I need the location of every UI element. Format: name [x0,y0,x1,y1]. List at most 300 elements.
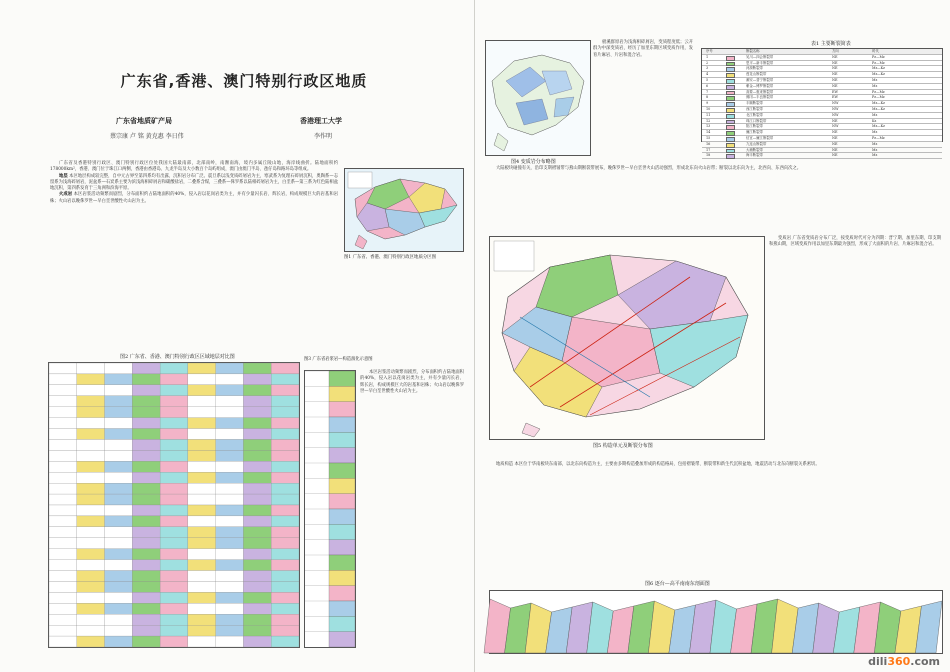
table-cell: 吴川—四会断裂带 [746,54,774,59]
evolution-band [329,570,355,585]
strat-cell [188,407,216,418]
strat-cell [105,363,133,374]
strat-cell [188,571,216,582]
table-cell: Pz—Mz [872,54,885,59]
strat-cell [49,396,77,407]
strat-cell [188,385,216,396]
strat-cell [271,636,299,647]
strat-cell [188,363,216,374]
strat-cell [243,439,271,450]
strat-cell [243,450,271,461]
table-cell: Mz—Kz [872,124,885,129]
strat-cell [132,472,160,483]
evolution-band [329,402,355,417]
strat-cell [105,560,133,571]
right-body-text-2 [487,462,941,574]
strat-cell [271,571,299,582]
strat-cell [49,483,77,494]
narrow-paragraph: 本区岩浆活动频繁而剧烈，分布面积约占陆地面积的40%，侵入岩以花岗岩类为主，并有少量闪长岩、辉长岩，构成规模巨大的岩基和岩株；火山岩以晚侏罗世—早白垩世酸性火山岩为主。 [360,370,464,394]
strat-cell [105,581,133,592]
strat-cell [132,571,160,582]
right-body-text-1 [487,166,941,226]
strat-cell [216,625,244,636]
strat-cell [105,538,133,549]
strat-cell [188,516,216,527]
table-cell: NW [832,112,839,117]
table-cell: 廉江断裂带 [746,130,763,135]
table-cell: 潮安—普宁断裂带 [746,77,774,82]
figure-3-caption: 图3 广东省岩浆岩—构造演化示意图 [304,357,373,362]
strat-cell [243,472,271,483]
strat-cell [243,483,271,494]
strata-text: 本区地层构成较完整，自中元古界至第四系均有出露，沉积岩分布广泛。震旦系以浅变质碎屑岩为主，寒武系为复理石碎屑沉积，奥陶系—志留系为浅海碎屑岩，泥盆系—石炭系主要为滨浅海相碎屑岩和碳酸盐岩，二叠系含煤，三叠系—侏罗系以陆相碎屑岩为主，白垩系—第三系为红色陆相盆地沉积，第四系发育于三角洲和滨海平原。 [50,173,339,192]
strat-cell [105,614,133,625]
strat-cell [216,571,244,582]
structural-units-map [489,236,765,440]
evolution-band [329,417,355,432]
affiliation-2: 香港理工大学 [300,117,342,125]
strat-cell [216,429,244,440]
strat-cell [188,494,216,505]
strat-cell [243,636,271,647]
strat-cell [271,549,299,560]
strat-cell [105,494,133,505]
strat-cell [271,614,299,625]
left-page [0,0,474,672]
strat-cell [271,516,299,527]
table-cell: 8 [706,95,709,100]
strat-cell [132,363,160,374]
strat-cell [271,461,299,472]
strat-cell [243,603,271,614]
strat-cell [216,363,244,374]
strat-cell [216,505,244,516]
strat-cell [77,505,105,516]
strat-cell [188,450,216,461]
table-cell: NE [832,77,838,82]
evolution-band [329,509,355,524]
table-cell: 13 [706,124,711,129]
table-cell: 西江断裂带 [746,106,763,111]
table-cell: Pz—Mz [872,95,885,100]
table-cell: 佛冈—丰良断裂带 [746,95,774,100]
strat-cell [160,581,188,592]
strat-cell [105,603,133,614]
figure-4-caption: 图4 变质岩分布略图 [511,159,556,165]
strat-cell [188,418,216,429]
strat-cell [271,472,299,483]
authors-1: 蔡宗康 卢 铭 黄克惠 李日伟 [110,133,184,140]
strat-cell [216,592,244,603]
evolution-band [329,632,355,647]
table-cell: 紫金—博罗断裂带 [746,83,774,88]
strat-cell [132,516,160,527]
strat-cell [132,625,160,636]
strat-cell [160,505,188,516]
strat-cell [271,396,299,407]
evolution-band [329,494,355,509]
table-color-swatch [726,154,735,159]
table-cell: 阳江断裂带 [746,124,763,129]
evolution-band [329,555,355,570]
table-cell: 河源断裂带 [746,66,763,71]
strat-cell [160,538,188,549]
metamorphic-map [485,40,591,156]
strat-cell [49,538,77,549]
strat-cell [271,603,299,614]
metamorphic-rocks-paragraph: 变质岩 广东省变质岩分布广泛，按变质时代可分为四期：晋宁期、加里东期、印支期和燕山期，区域变质作用以加里东期最为强烈，形成了大面积的片岩、片麻岩和混合岩。 [769,236,941,248]
strat-cell [105,516,133,527]
strat-cell [243,516,271,527]
strat-cell [160,439,188,450]
strat-cell [132,581,160,592]
strat-cell [49,571,77,582]
table-header-no: 序号 [706,49,713,53]
strat-cell [271,450,299,461]
strat-cell [132,636,160,647]
strat-cell [77,363,105,374]
table-cell: 丰顺断裂带 [746,101,763,106]
strat-cell [49,494,77,505]
strat-cell [243,396,271,407]
strat-cell [216,581,244,592]
strata-heading: 地层 [59,173,68,179]
table-cell: 17 [706,147,711,152]
metamorphic-map-drawing [486,41,590,155]
evolution-band [329,432,355,447]
table-cell: NE [832,153,838,158]
strat-cell [49,439,77,450]
table-cell: Pz—Mz [872,60,885,65]
strat-cell [188,538,216,549]
strat-cell [105,461,133,472]
right-side-text [769,236,941,458]
strat-cell [216,439,244,450]
table-cell: 6 [706,83,709,88]
table-cell: 2 [706,60,709,65]
strat-cell [105,625,133,636]
strat-cell [188,472,216,483]
strat-cell [160,516,188,527]
strat-cell [216,461,244,472]
table-row [702,153,942,159]
strat-cell [49,505,77,516]
strat-cell [77,429,105,440]
strat-cell [77,636,105,647]
strat-cell [132,603,160,614]
strat-cell [216,516,244,527]
strat-cell [188,603,216,614]
geologic-zoning-map [344,168,464,252]
strat-cell [271,625,299,636]
evolution-band [329,386,355,401]
table-cell: NE [832,147,838,152]
strat-cell [160,472,188,483]
strat-cell [271,407,299,418]
strat-cell [132,505,160,516]
table-cell: 高要—惠来断裂带 [746,89,774,94]
strat-cell [77,538,105,549]
strat-cell [160,385,188,396]
strat-cell [132,429,160,440]
evolution-band [329,478,355,493]
strat-cell [216,494,244,505]
table-cell: NW [832,106,839,111]
table-cell: Mz [872,147,878,152]
strat-cell [271,483,299,494]
strat-cell [77,516,105,527]
strat-cell [49,429,77,440]
strat-cell [243,505,271,516]
strat-cell [243,625,271,636]
strat-cell [216,450,244,461]
strat-cell [271,592,299,603]
strat-cell [271,581,299,592]
strat-cell [105,505,133,516]
table-cell: EW [832,89,838,94]
strat-cell [77,581,105,592]
strat-cell [271,505,299,516]
strat-cell [77,472,105,483]
strat-cell [77,625,105,636]
strat-cell [271,429,299,440]
strat-cell [216,614,244,625]
strat-cell [243,549,271,560]
strat-cell [77,450,105,461]
tectonics-paragraph: 大陆板块碰撞有关，沿印支期褶皱带与燕山期断裂带展布，晚侏罗世—早白垩世火山活动强烈，形成北东向火山岩带；断裂以北东向为主，北西向、东西向次之。 [496,166,802,171]
tectonic-evolution-column [304,370,356,648]
strat-cell [216,538,244,549]
table-header-name: 断裂名称 [746,49,760,53]
strat-cell [216,527,244,538]
right-page [475,0,950,672]
table-cell: NE [832,83,838,88]
strat-cell [216,385,244,396]
strat-cell [188,527,216,538]
evolution-band [329,448,355,463]
strat-cell [188,461,216,472]
intro-paragraph: 广东省及香港特别行政区、澳门特别行政区位处我国大陆最南部，北部南岭，南濒南海，境内多属丘陵山地，海岸线曲折。陆地面积约178000km²，香港、澳门位于珠江口两侧，香港由香港岛、九龙半岛及大小数百个岛屿组成，澳门由澳门半岛、氹仔岛和路环岛等组成。 [50,161,338,173]
strat-cell [216,374,244,385]
table-cell: 16 [706,141,711,146]
figure-2-caption: 图2 广东省、香港、澳门特别行政区区域地层对比图 [120,354,235,360]
strat-cell [132,494,160,505]
strat-cell [160,527,188,538]
table-cell: Mz [872,77,878,82]
strat-cell [160,625,188,636]
strat-cell [243,560,271,571]
strat-cell [49,527,77,538]
evolution-band [329,540,355,555]
strat-cell [188,636,216,647]
table-cell: NE [832,60,838,65]
strat-cell [105,472,133,483]
table-cell: Mz [872,130,878,135]
strat-cell [105,636,133,647]
strat-cell [132,560,160,571]
table-cell: 莲花山断裂带 [746,72,767,77]
strat-cell [160,483,188,494]
strata-paragraph [50,174,338,193]
strat-cell [105,396,133,407]
strat-cell [271,538,299,549]
fault-table-body [702,55,942,159]
strat-cell [160,450,188,461]
table-cell: NE [832,54,838,59]
strat-cell [49,407,77,418]
strat-cell [216,549,244,560]
strat-cell [77,483,105,494]
strat-cell [160,571,188,582]
strat-cell [271,560,299,571]
strat-cell [105,527,133,538]
strat-cell [271,494,299,505]
table-cell: Mz—Kz [872,106,885,111]
strat-cell [132,450,160,461]
strat-cell [132,592,160,603]
watermark-site: dili [868,655,888,668]
strat-cell [216,396,244,407]
table-cell: Mz [872,112,878,117]
strat-cell [132,385,160,396]
strat-cell [216,560,244,571]
strat-cell [132,527,160,538]
strat-cell [77,385,105,396]
strat-cell [49,418,77,429]
strat-cell [49,603,77,614]
left-body-text [50,161,338,349]
strat-cell [160,614,188,625]
strat-cell [49,592,77,603]
strat-cell [49,472,77,483]
article-title: 广东省,香港、澳门特别行政区地质 [120,72,368,90]
strat-cell [160,407,188,418]
strat-cell [188,560,216,571]
strat-cell [243,581,271,592]
strat-cell [216,636,244,647]
table-cell: Kz [872,118,877,123]
strat-cell [49,363,77,374]
table-cell: 九连山断裂带 [746,141,767,146]
geologic-cross-section [489,590,943,654]
table-cell: 信宜—廉江断裂带 [746,135,774,140]
table-cell: NE [832,72,838,77]
strat-cell [132,439,160,450]
table-cell: 14 [706,130,711,135]
strat-cell [105,385,133,396]
strat-cell [160,374,188,385]
table-cell: 7 [706,89,709,94]
strat-cell [271,527,299,538]
strat-cell [271,374,299,385]
structural-map-drawing [490,237,764,439]
strat-cell [132,549,160,560]
strat-cell [243,527,271,538]
strat-cell [188,549,216,560]
strat-cell [49,614,77,625]
watermark-tld: .com [910,655,940,668]
strat-cell [243,571,271,582]
evolution-band [329,463,355,478]
strat-cell [188,614,216,625]
strat-cell [188,505,216,516]
strat-cell [271,385,299,396]
strat-cell [188,581,216,592]
strat-cell [271,363,299,374]
strat-cell [216,603,244,614]
table-1-caption: 表1 主要断裂简表 [811,41,851,47]
figure-6-caption: 图6 逐台—高平南南东剖面图 [645,581,710,587]
strat-cell [188,396,216,407]
strat-cell [77,418,105,429]
table-cell: Pz—Mz [872,89,885,94]
strat-cell [216,418,244,429]
strat-cell [132,418,160,429]
strat-cell [188,374,216,385]
table-cell: NE [832,66,838,71]
table-cell: Pz—Mz [872,135,885,140]
table-cell: Mz [872,141,878,146]
strat-cell [105,439,133,450]
strat-cell [160,592,188,603]
strat-cell [77,614,105,625]
strat-cell [105,429,133,440]
table-cell: 大埔断裂带 [746,147,763,152]
site-watermark [868,655,940,668]
table-cell: 12 [706,118,711,123]
strat-cell [105,418,133,429]
strat-cell [49,374,77,385]
strat-cell [160,429,188,440]
strat-cell [243,592,271,603]
strat-cell [132,407,160,418]
evolution-band [329,524,355,539]
strat-cell [188,625,216,636]
evolution-band [329,616,355,631]
strat-cell [105,407,133,418]
affiliation-1: 广东省地质矿产局 [116,117,172,125]
strat-cell [160,461,188,472]
strat-cell [49,549,77,560]
strat-cell [49,581,77,592]
magmatic-paragraph [50,192,338,205]
table-cell: NE [832,118,838,123]
strat-cell [49,385,77,396]
strat-cell [49,450,77,461]
strat-cell [243,494,271,505]
strat-cell [243,407,271,418]
strat-cell [132,614,160,625]
strat-cell [49,625,77,636]
strat-cell [77,560,105,571]
strat-cell [188,429,216,440]
strat-cell [77,396,105,407]
strat-cell [77,549,105,560]
right-top-narrow-text [593,40,693,152]
table-cell: Mz [872,153,878,158]
strat-cell [160,603,188,614]
strat-cell [243,538,271,549]
table-cell: 1 [706,54,709,59]
strat-cell [77,407,105,418]
table-cell: 北江断裂带 [746,112,763,117]
strat-cell [105,571,133,582]
strat-cell [105,450,133,461]
table-cell: 珠江口断裂带 [746,118,767,123]
strat-cell [105,374,133,385]
strat-cell [243,363,271,374]
stratigraphic-correlation-chart [48,362,300,648]
